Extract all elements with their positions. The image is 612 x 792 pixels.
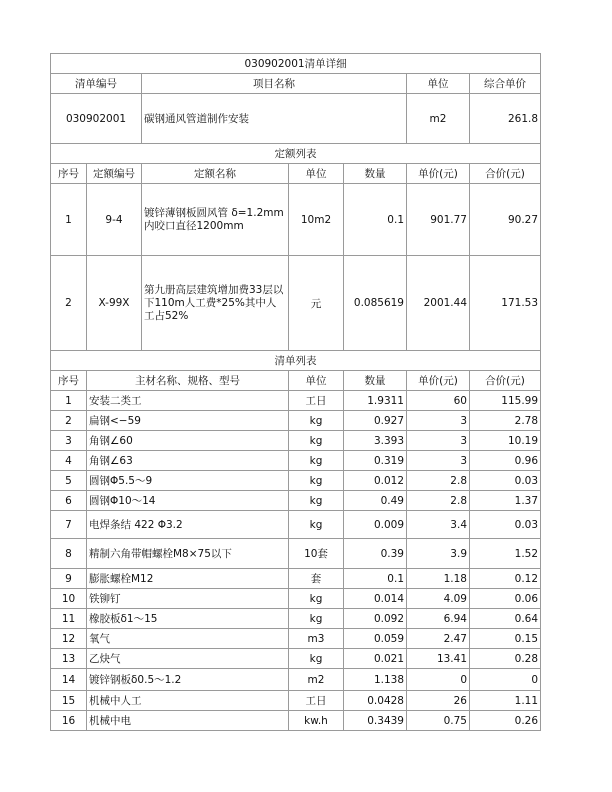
material-unit: kg [289,431,344,451]
material-unit-price: 2.47 [407,629,470,649]
material-name: 机械中人工 [87,691,289,711]
quota-total: 90.27 [470,184,541,256]
material-total: 1.37 [470,491,541,511]
material-qty: 0.009 [344,511,407,539]
material-seq: 10 [51,589,87,609]
material-qty: 0.092 [344,609,407,629]
quota-unit: 元 [289,256,344,351]
material-seq: 13 [51,649,87,669]
bill-name: 碳钢通风管道制作安装 [142,94,407,144]
list-qty-header: 数量 [344,371,407,391]
list-header-row [51,371,541,391]
material-unit: m2 [289,669,344,691]
quota-seq: 2 [51,256,87,351]
table-row [51,451,541,471]
quota-unit-header: 单位 [289,164,344,184]
material-qty: 0.012 [344,471,407,491]
material-name: 精制六角带帽螺栓M8×75以下 [87,539,289,569]
material-unit: 10套 [289,539,344,569]
material-unit-price: 2.8 [407,491,470,511]
material-seq: 6 [51,491,87,511]
quota-seq: 1 [51,184,87,256]
material-unit-price: 3 [407,411,470,431]
material-unit-price: 26 [407,691,470,711]
table-row [51,589,541,609]
material-seq: 8 [51,539,87,569]
material-unit: kg [289,609,344,629]
list-name-header: 主材名称、规格、型号 [87,371,289,391]
material-qty: 0.021 [344,649,407,669]
quota-name-header: 定额名称 [142,164,289,184]
material-qty: 0.059 [344,629,407,649]
material-name: 电焊条结 422 Φ3.2 [87,511,289,539]
material-unit-price: 6.94 [407,609,470,629]
material-total: 10.19 [470,431,541,451]
table-row [51,411,541,431]
quota-code: X-99X [87,256,142,351]
table-row [51,511,541,539]
material-unit: kg [289,491,344,511]
bill-price-header: 综合单价 [470,74,541,94]
title-row [51,54,541,74]
material-seq: 2 [51,411,87,431]
material-name: 角钢∠63 [87,451,289,471]
material-total: 1.52 [470,539,541,569]
material-name: 安装二类工 [87,391,289,411]
material-qty: 0.0428 [344,691,407,711]
quota-qty: 0.1 [344,184,407,256]
material-unit: 套 [289,569,344,589]
material-unit-price: 3 [407,431,470,451]
quota-code: 9-4 [87,184,142,256]
bill-unit-header: 单位 [407,74,470,94]
table-row [51,629,541,649]
material-unit-price: 13.41 [407,649,470,669]
material-total: 115.99 [470,391,541,411]
table-title: 030902001清单详细 [51,54,541,74]
material-qty: 0.39 [344,539,407,569]
bill-code: 030902001 [51,94,142,144]
material-seq: 1 [51,391,87,411]
material-unit: m3 [289,629,344,649]
material-unit-price: 2.8 [407,471,470,491]
quota-header-row [51,164,541,184]
material-qty: 0.014 [344,589,407,609]
bill-name-header: 项目名称 [142,74,407,94]
material-unit: kg [289,589,344,609]
material-name: 橡胶板δ1～15 [87,609,289,629]
table-row [51,491,541,511]
material-seq: 12 [51,629,87,649]
table-row [51,391,541,411]
table-row [51,609,541,629]
table-row [51,539,541,569]
list-section-title: 清单列表 [51,351,541,371]
material-name: 角钢∠60 [87,431,289,451]
material-seq: 9 [51,569,87,589]
material-qty: 0.319 [344,451,407,471]
quota-section-title: 定额列表 [51,144,541,164]
quota-name: 镀锌薄钢板圆风管 δ=1.2mm内咬口直径1200mm [142,184,289,256]
material-name: 铁铆钉 [87,589,289,609]
material-total: 0.06 [470,589,541,609]
bill-code-header: 清单编号 [51,74,142,94]
material-unit-price: 4.09 [407,589,470,609]
material-total: 2.78 [470,411,541,431]
bill-detail-table [50,53,541,731]
material-total: 0.03 [470,511,541,539]
material-unit: kg [289,451,344,471]
material-unit-price: 1.18 [407,569,470,589]
quota-unit-price: 901.77 [407,184,470,256]
material-name: 扁钢<−59 [87,411,289,431]
material-unit: 工日 [289,691,344,711]
material-unit-price: 60 [407,391,470,411]
material-seq: 4 [51,451,87,471]
material-seq: 14 [51,669,87,691]
material-total: 0.96 [470,451,541,471]
quota-unit-price-header: 单价(元) [407,164,470,184]
material-total: 0.15 [470,629,541,649]
material-qty: 1.9311 [344,391,407,411]
material-name: 乙炔气 [87,649,289,669]
material-qty: 0.49 [344,491,407,511]
list-unit-header: 单位 [289,371,344,391]
material-seq: 16 [51,711,87,731]
material-unit: kg [289,511,344,539]
table-row [51,431,541,451]
material-name: 圆钢Φ5.5～9 [87,471,289,491]
list-unit-price-header: 单价(元) [407,371,470,391]
material-unit-price: 0.75 [407,711,470,731]
material-total: 0.12 [470,569,541,589]
material-seq: 3 [51,431,87,451]
list-seq-header: 序号 [51,371,87,391]
bill-price: 261.8 [470,94,541,144]
material-total: 0.26 [470,711,541,731]
quota-qty: 0.085619 [344,256,407,351]
table-row [51,569,541,589]
bill-row [51,94,541,144]
quota-qty-header: 数量 [344,164,407,184]
material-total: 0.64 [470,609,541,629]
table-row [51,691,541,711]
material-unit: kg [289,649,344,669]
material-total: 0 [470,669,541,691]
quota-unit: 10m2 [289,184,344,256]
material-total: 1.11 [470,691,541,711]
material-name: 镀锌钢板δ0.5～1.2 [87,669,289,691]
material-unit-price: 3 [407,451,470,471]
material-unit-price: 3.4 [407,511,470,539]
material-total: 0.28 [470,649,541,669]
material-qty: 1.138 [344,669,407,691]
material-unit: 工日 [289,391,344,411]
material-qty: 0.3439 [344,711,407,731]
material-unit: kw.h [289,711,344,731]
list-total-header: 合价(元) [470,371,541,391]
material-name: 机械中电 [87,711,289,731]
material-total: 0.03 [470,471,541,491]
quota-row [51,184,541,256]
material-seq: 5 [51,471,87,491]
material-unit-price: 3.9 [407,539,470,569]
quota-row [51,256,541,351]
material-seq: 7 [51,511,87,539]
quota-total: 171.53 [470,256,541,351]
material-qty: 0.1 [344,569,407,589]
material-name: 氧气 [87,629,289,649]
table-row [51,649,541,669]
quota-unit-price: 2001.44 [407,256,470,351]
table-row [51,669,541,691]
material-unit: kg [289,411,344,431]
material-qty: 0.927 [344,411,407,431]
table-row [51,471,541,491]
quota-seq-header: 序号 [51,164,87,184]
quota-total-header: 合价(元) [470,164,541,184]
list-section-row [51,351,541,371]
quota-code-header: 定额编号 [87,164,142,184]
material-name: 膨胀螺栓M12 [87,569,289,589]
bill-header-row [51,74,541,94]
material-qty: 3.393 [344,431,407,451]
material-unit-price: 0 [407,669,470,691]
bill-unit: m2 [407,94,470,144]
quota-section-row [51,144,541,164]
material-unit: kg [289,471,344,491]
material-name: 圆钢Φ10～14 [87,491,289,511]
material-seq: 15 [51,691,87,711]
table-row [51,711,541,731]
quota-name: 第九册高层建筑增加费33层以下110m人工费*25%其中人工占52% [142,256,289,351]
material-seq: 11 [51,609,87,629]
